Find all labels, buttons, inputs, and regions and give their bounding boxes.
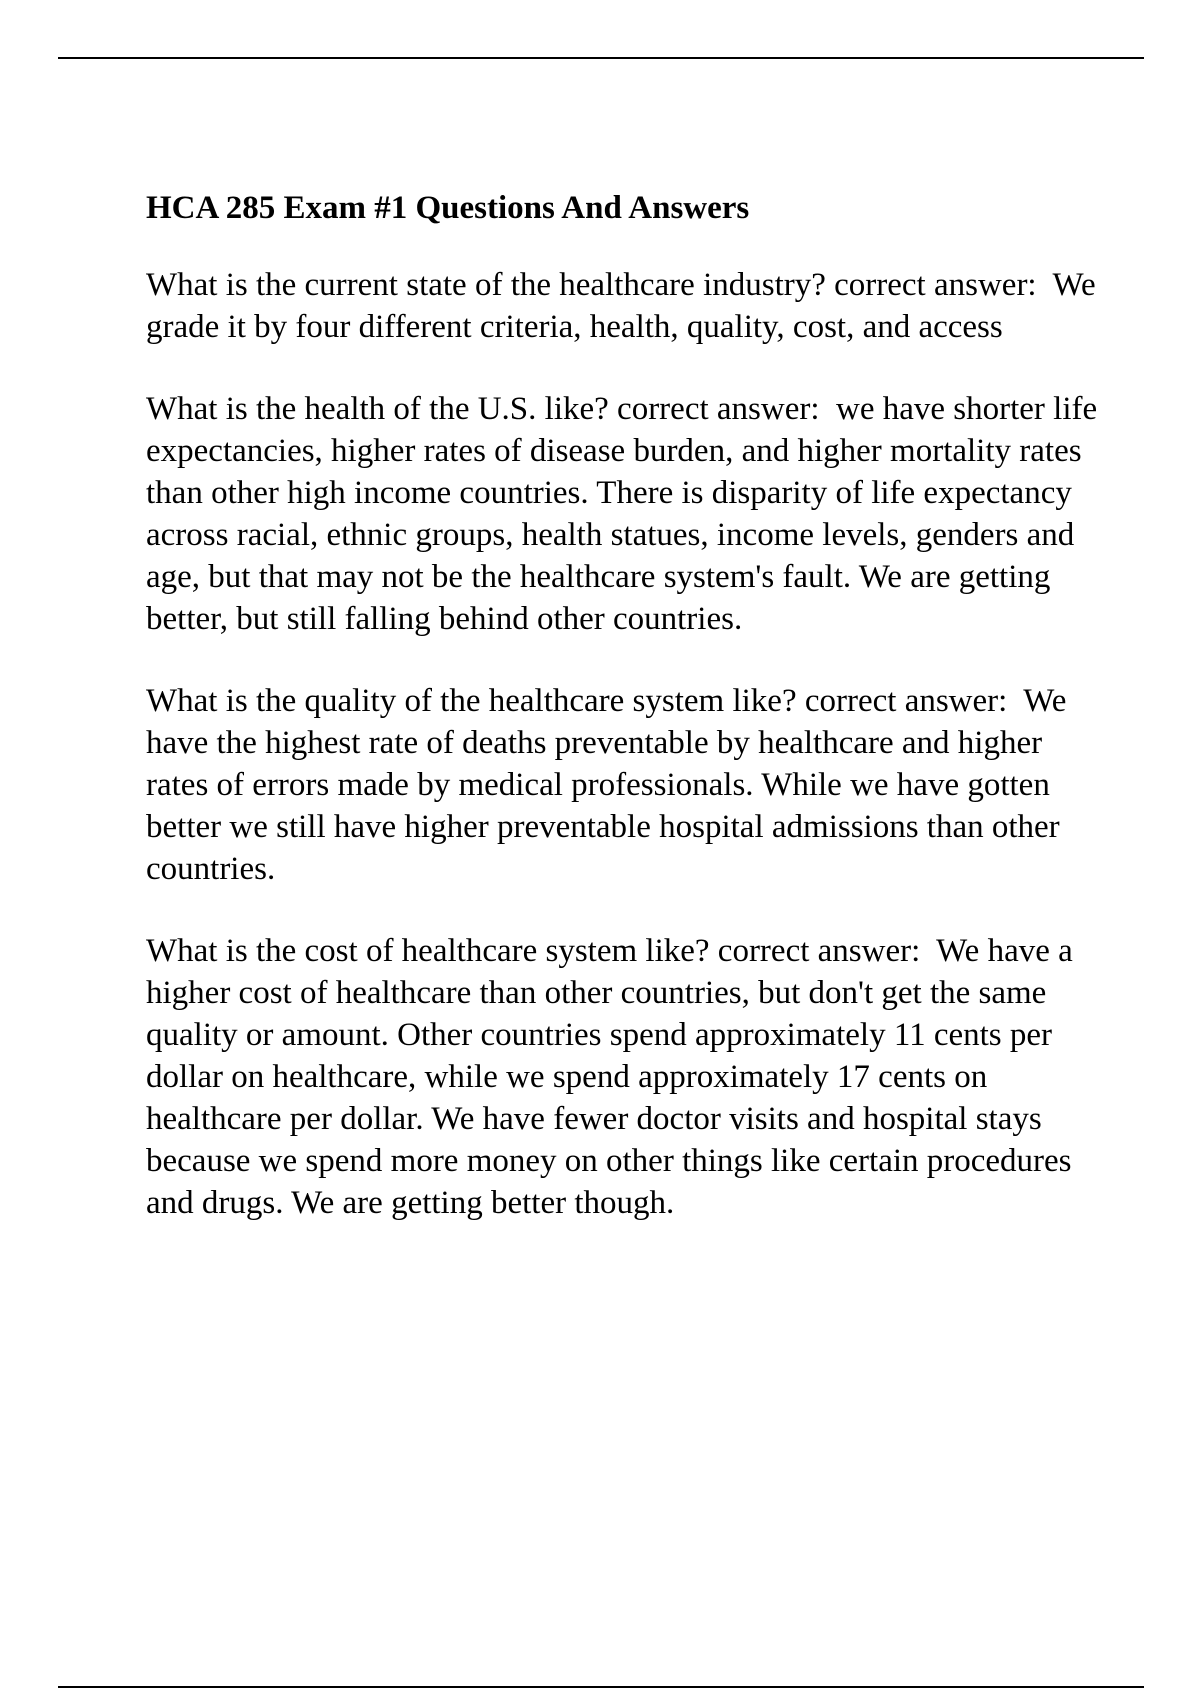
qa-item-3	[146, 680, 1106, 890]
answer-text: we have shorter life expectancies, higher rates of disease burden, and higher mortality rates than other high income countries. There is disparity of life expectancy across racial, ethnic groups, health statues, income levels, genders and age, but that may not be the healthcare system's fault. We are getting better, but still falling behind other countries.	[146, 391, 1106, 637]
answer-label: correct answer:	[717, 933, 921, 969]
question-text: What is the cost of healthcare system like?	[146, 933, 710, 969]
answer-label: correct answer:	[617, 391, 820, 427]
answer-text: We grade it by four different criteria, health, quality, cost, and access	[146, 267, 1104, 345]
document-body	[146, 188, 1106, 1264]
answer-label: correct answer:	[804, 683, 1008, 719]
top-rule	[58, 57, 1144, 59]
document-title: HCA 285 Exam #1 Questions And Answers	[146, 190, 750, 226]
answer-text: We have the highest rate of deaths preventable by healthcare and higher rates of errors made by medical professionals. While we have gotten better we still have higher preventable hospital admissions than other countries.	[146, 683, 1075, 887]
answer-text: We have a higher cost of healthcare than other countries, but don't get the same quality or amount. Other countries spend approximately 11 cents per dollar on healthcare, while we spend approximately 17 cents on healthcare per dollar. We have fewer doctor visits and hospital stays because we spend more money on other things like certain procedures and drugs. We are getting better though.	[146, 933, 1082, 1221]
question-text: What is the current state of the healthcare industry?	[146, 267, 826, 303]
answer-label: correct answer:	[834, 267, 1037, 303]
qa-item-1	[146, 264, 1106, 348]
question-text: What is the quality of the healthcare system like?	[146, 683, 797, 719]
question-text: What is the health of the U.S. like?	[146, 391, 609, 427]
qa-item-2	[146, 388, 1106, 640]
qa-item-4	[146, 930, 1106, 1224]
bottom-rule	[58, 1686, 1144, 1688]
